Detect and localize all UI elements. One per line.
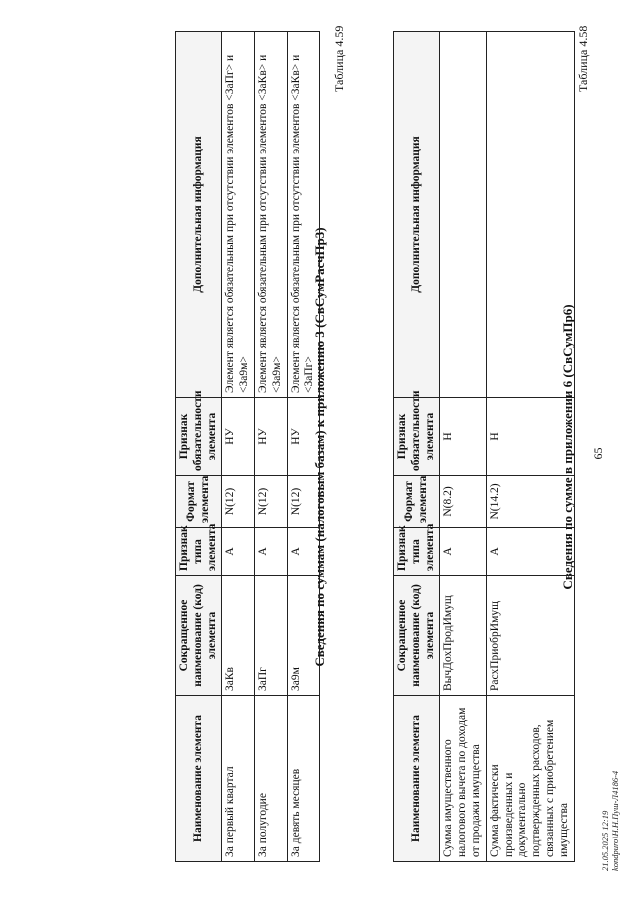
table-458 [393, 31, 575, 862]
column-header: Признак обязательности элемента [176, 398, 222, 476]
column-header: Наименование элемента [394, 696, 440, 862]
cell-name: За девять месяцев [287, 696, 320, 862]
cell-required: НУ [254, 398, 287, 476]
cell-info [486, 32, 574, 398]
cell-required: НУ [222, 398, 255, 476]
cell-format: N(12) [222, 476, 255, 528]
cell-type: А [254, 528, 287, 576]
cell-type: А [486, 528, 574, 576]
column-header: Формат элемента [394, 476, 440, 528]
cell-code: ЗаКв [222, 576, 255, 696]
cell-name: За первый квартал [222, 696, 255, 862]
cell-info: Элемент является обязательным при отсутствии элементов <ЗаПг> и <За9м> [222, 32, 255, 398]
page-number: 65 [591, 447, 605, 460]
cell-code: ВычДохПродИмущ [440, 576, 486, 696]
cell-info [440, 32, 486, 398]
cell-required: Н [440, 398, 486, 476]
table-title-458: Сведения по сумме в приложении 6 (СвСумПр6) [560, 304, 575, 590]
cell-type: А [222, 528, 255, 576]
cell-format: N(12) [287, 476, 320, 528]
cell-info: Элемент является обязательным при отсутствии элементов <ЗаКв> и <ЗаПг> [287, 32, 320, 398]
cell-type: А [440, 528, 486, 576]
table-label-459: Таблица 4.59 [332, 25, 346, 92]
cell-type: А [287, 528, 320, 576]
column-header: Наименование элемента [176, 696, 222, 862]
column-header: Сокращенное наименование (код) элемента [394, 576, 440, 696]
cell-name: Сумма фактически произведенных и документально подтвержденных расходов, связанных с приобретением имущества [486, 696, 574, 862]
column-header: Признак обязательности элемента [394, 398, 440, 476]
table-459 [175, 31, 320, 862]
column-header: Признак типа элемента [176, 528, 222, 576]
table-row [440, 32, 486, 862]
column-header: Дополнительная информация [176, 32, 222, 398]
cell-code: ЗаПг [254, 576, 287, 696]
column-header: Формат элемента [176, 476, 222, 528]
table-row [486, 32, 574, 862]
table-row [287, 32, 320, 862]
cell-required: Н [486, 398, 574, 476]
column-header: Сокращенное наименование (код) элемента [176, 576, 222, 696]
cell-name: За полугодие [254, 696, 287, 862]
table-label-458: Таблица 4.58 [576, 25, 590, 92]
column-header: Признак типа элемента [394, 528, 440, 576]
cell-code: РасхПриобрИмущ [486, 576, 574, 696]
table-header-row [394, 32, 440, 862]
table-title-459: Сведения по суммам (налоговым базам) к приложению 3 (СвСумРасчПр3) [312, 227, 327, 667]
print-stamp [600, 771, 620, 871]
cell-info: Элемент является обязательным при отсутствии элементов <ЗаКв> и <За9м> [254, 32, 287, 398]
table-row [254, 32, 287, 862]
cell-format: N(8.2) [440, 476, 486, 528]
cell-code: За9м [287, 576, 320, 696]
cell-required: НУ [287, 398, 320, 476]
column-header: Дополнительная информация [394, 32, 440, 398]
stamp-datetime: 21.05.2025 12:19 [600, 810, 610, 871]
table-header-row [176, 32, 222, 862]
cell-format: N(14.2) [486, 476, 574, 528]
stamp-path: kondpuro\Н.Н.Пуш-Л4186-4 [610, 770, 621, 871]
cell-format: N(12) [254, 476, 287, 528]
cell-name: Сумма имущественного налогового вычета по доходам от продажи имущества [440, 696, 486, 862]
table-row [222, 32, 255, 862]
